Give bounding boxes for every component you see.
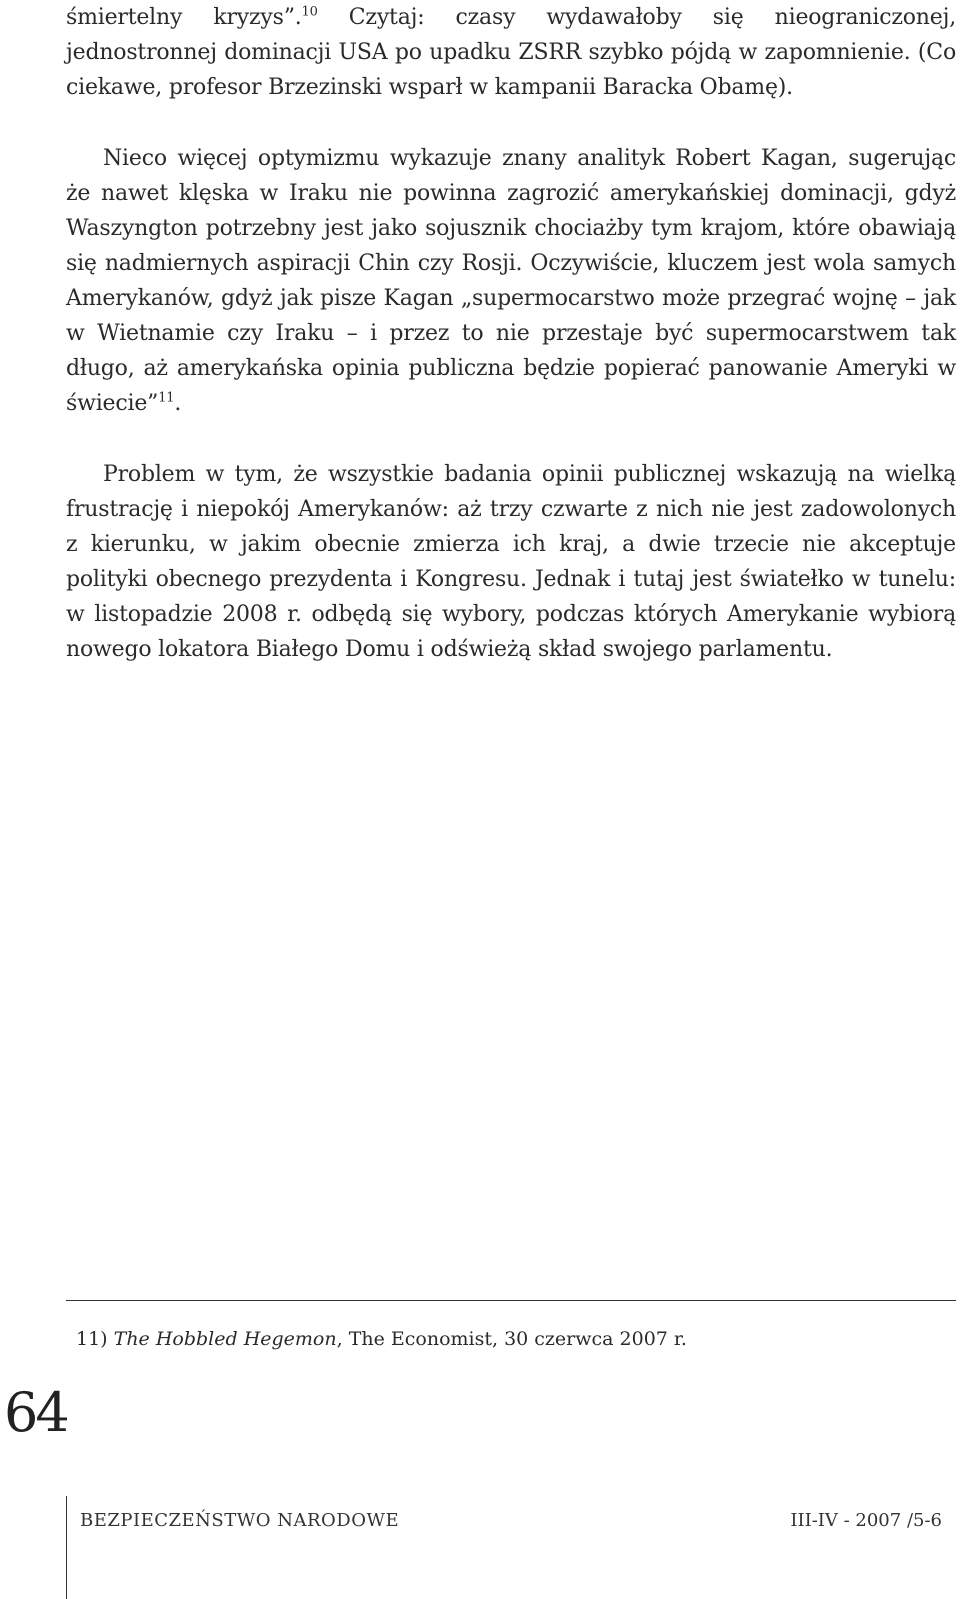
footer-vertical-rule bbox=[66, 1496, 67, 1599]
footnote-title: The Hobbled Hegemon bbox=[113, 1328, 337, 1350]
footnote-ref-10: 10 bbox=[301, 4, 318, 20]
running-title: BEZPIECZEŃSTWO NARODOWE bbox=[80, 1510, 400, 1531]
paragraph-public-opinion: Problem w tym, że wszystkie badania opinii publicznej wskazują na wielką frustrację i niepokój Amerykanów: aż trzy czwarte z nich nie jest zadowolonych z kierunku, w jakim obecnie zmierza ich kraj, a dwie trzecie nie akceptuje polityki obecnego prezydenta i Kongresu. Jednak i tutaj jest światełko w tunelu: w listopadzie 2008 r. odbędą się wybory, podczas których Amerykanie wybiorą nowego lokatora Białego Domu i odświeżą skład swojego parlamentu. bbox=[66, 462, 956, 662]
footnote-divider bbox=[66, 1300, 956, 1301]
footnote-marker: 11) bbox=[76, 1328, 108, 1350]
issue-label: III-IV - 2007 /5-6 bbox=[790, 1510, 942, 1531]
page-number: 64 bbox=[4, 1381, 67, 1444]
footnote-source: , The Economist, 30 czerwca 2007 r. bbox=[336, 1328, 687, 1350]
footnote-11 bbox=[76, 1328, 687, 1350]
paragraph-continued: śmiertelny kryzys”.$^{10}$ Czytaj: czasy wydawałoby się nieograniczonej, jednostronnej dominacji USA po upadku ZSRR szybko pójdą w zapomnienie. (Co ciekawe, profesor Brzezinski wsparł w kampanii Baracka Obamę). bbox=[66, 4, 956, 100]
paragraph-kagan: Nieco więcej optymizmu wykazuje znany analityk Robert Kagan, sugerując że nawet klęska w Iraku nie powinna zagrozić amerykańskiej dominacji, gdyż Waszyngton potrzebny jest jako sojusznik chociażby tym krajom, które obawiają się nadmiernych aspiracji Chin czy Rosji. Oczywiście, kluczem jest wola samych Amerykanów, gdyż jak pisze Kagan „supermocarstwo może przegrać wojnę – jak w Wietnamie czy Iraku – i przez to nie przestaje być supermocarstwem tak długo, aż amerykańska opinia publiczna będzie popierać panowanie Ameryki w świecie”$^{11}$. bbox=[66, 146, 956, 416]
footnote-ref-11: 11 bbox=[158, 390, 175, 406]
